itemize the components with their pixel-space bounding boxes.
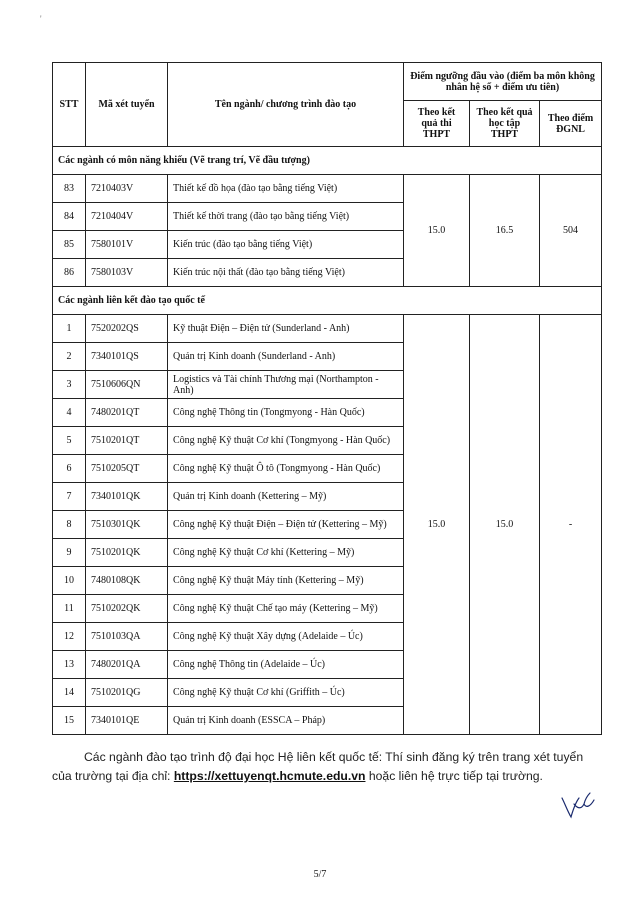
row-program: Công nghệ Kỹ thuật Chế tạo máy (Kettering – Mỹ) xyxy=(168,595,404,623)
row-program: Công nghệ Kỹ thuật Điện – Điện tử (Kettering – Mỹ) xyxy=(168,511,404,539)
row-code: 7510201QT xyxy=(86,427,168,455)
row-stt: 83 xyxy=(53,175,86,203)
row-program: Kỹ thuật Điện – Điện tử (Sunderland - Anh) xyxy=(168,315,404,343)
row-code: 7510606QN xyxy=(86,371,168,399)
row-program: Công nghệ Kỹ thuật Ô tô (Tongmyong - Hàn Quốc) xyxy=(168,455,404,483)
page-number: 5/7 xyxy=(313,869,327,880)
row-program: Thiết kế thời trang (đào tạo bằng tiếng Việt) xyxy=(168,203,404,231)
row-stt: 84 xyxy=(53,203,86,231)
row-code: 7520202QS xyxy=(86,315,168,343)
row-stt: 85 xyxy=(53,231,86,259)
row-stt: 9 xyxy=(53,539,86,567)
section-title-gifted: Các ngành có môn năng khiếu (Vẽ trang trí, Vẽ đầu tượng) xyxy=(53,147,602,175)
row-stt: 2 xyxy=(53,343,86,371)
row-stt: 5 xyxy=(53,427,86,455)
row-program: Thiết kế đồ họa (đào tạo bằng tiếng Việt) xyxy=(168,175,404,203)
footer-paragraph xyxy=(52,748,602,786)
header-code: Mã xét tuyển xyxy=(86,63,168,147)
row-code: 7210403V xyxy=(86,175,168,203)
row-program: Quản trị Kinh doanh (Sunderland - Anh) xyxy=(168,343,404,371)
row-program: Công nghệ Kỹ thuật Cơ khí (Griffith – Úc) xyxy=(168,679,404,707)
row-code: 7340101QE xyxy=(86,707,168,735)
row-stt: 12 xyxy=(53,623,86,651)
row-program: Công nghệ Kỹ thuật Máy tính (Kettering – Mỹ) xyxy=(168,567,404,595)
row-stt: 15 xyxy=(53,707,86,735)
section2-exam-score: 15.0 xyxy=(404,315,470,735)
row-code: 7510202QK xyxy=(86,595,168,623)
header-program: Tên ngành/ chương trình đào tạo xyxy=(168,63,404,147)
row-stt: 13 xyxy=(53,651,86,679)
row-stt: 11 xyxy=(53,595,86,623)
row-code: 7210404V xyxy=(86,203,168,231)
row-stt: 3 xyxy=(53,371,86,399)
section2-dgnl-score: - xyxy=(540,315,602,735)
row-program: Kiến trúc nội thất (đào tạo bằng tiếng Việt) xyxy=(168,259,404,287)
table-row xyxy=(53,315,602,343)
row-program: Kiến trúc (đào tạo bằng tiếng Việt) xyxy=(168,231,404,259)
row-code: 7480201QA xyxy=(86,651,168,679)
signature-initials xyxy=(560,790,600,820)
section2-transcript-score: 15.0 xyxy=(470,315,540,735)
row-code: 7340101QS xyxy=(86,343,168,371)
row-stt: 1 xyxy=(53,315,86,343)
row-stt: 7 xyxy=(53,483,86,511)
row-code: 7510301QK xyxy=(86,511,168,539)
section1-exam-score: 15.0 xyxy=(404,175,470,287)
row-code: 7480201QT xyxy=(86,399,168,427)
row-program: Công nghệ Thông tin (Tongmyong - Hàn Quốc) xyxy=(168,399,404,427)
footer-text-before: Các ngành đào tạo trình độ đại học Hệ liên kết quốc tế: Thí sinh đăng ký trên trang xét tuyển của trường tại địa chỉ: xyxy=(52,750,584,783)
row-code: 7510201QK xyxy=(86,539,168,567)
header-transcript: Theo kết quả học tập THPT xyxy=(470,101,540,147)
row-stt: 14 xyxy=(53,679,86,707)
row-code: 7480108QK xyxy=(86,567,168,595)
row-stt: 4 xyxy=(53,399,86,427)
row-stt: 10 xyxy=(53,567,86,595)
row-code: 7510201QG xyxy=(86,679,168,707)
admission-threshold-table xyxy=(52,62,602,735)
row-program: Công nghệ Kỹ thuật Cơ khí (Tongmyong - Hàn Quốc) xyxy=(168,427,404,455)
table-row xyxy=(53,175,602,203)
header-stt: STT xyxy=(53,63,86,147)
row-stt: 86 xyxy=(53,259,86,287)
row-program: Quản trị Kinh doanh (Kettering – Mỹ) xyxy=(168,483,404,511)
page-mark: ' xyxy=(40,14,42,24)
section1-transcript-score: 16.5 xyxy=(470,175,540,287)
header-dgnl: Theo điểm ĐGNL xyxy=(540,101,602,147)
row-code: 7580103V xyxy=(86,259,168,287)
row-program: Công nghệ Kỹ thuật Xây dựng (Adelaide – Úc) xyxy=(168,623,404,651)
row-program: Quản trị Kinh doanh (ESSCA – Pháp) xyxy=(168,707,404,735)
header-exam: Theo kết quả thi THPT xyxy=(404,101,470,147)
row-code: 7580101V xyxy=(86,231,168,259)
registration-link[interactable]: https://xettuyenqt.hcmute.edu.vn xyxy=(173,769,366,783)
header-threshold-group: Điểm ngưỡng đầu vào (điểm ba môn không nhân hệ số + điểm ưu tiên) xyxy=(404,63,602,101)
section-title-international: Các ngành liên kết đào tạo quốc tế xyxy=(53,287,602,315)
row-program: Công nghệ Kỹ thuật Cơ khí (Kettering – Mỹ) xyxy=(168,539,404,567)
row-code: 7510205QT xyxy=(86,455,168,483)
row-stt: 8 xyxy=(53,511,86,539)
row-stt: 6 xyxy=(53,455,86,483)
section1-dgnl-score: 504 xyxy=(540,175,602,287)
row-program: Công nghệ Thông tin (Adelaide – Úc) xyxy=(168,651,404,679)
footer-text-after: hoặc liên hệ trực tiếp tại trường. xyxy=(365,769,543,783)
row-code: 7340101QK xyxy=(86,483,168,511)
row-program: Logistics và Tài chính Thương mại (Northampton - Anh) xyxy=(168,371,404,399)
row-code: 7510103QA xyxy=(86,623,168,651)
